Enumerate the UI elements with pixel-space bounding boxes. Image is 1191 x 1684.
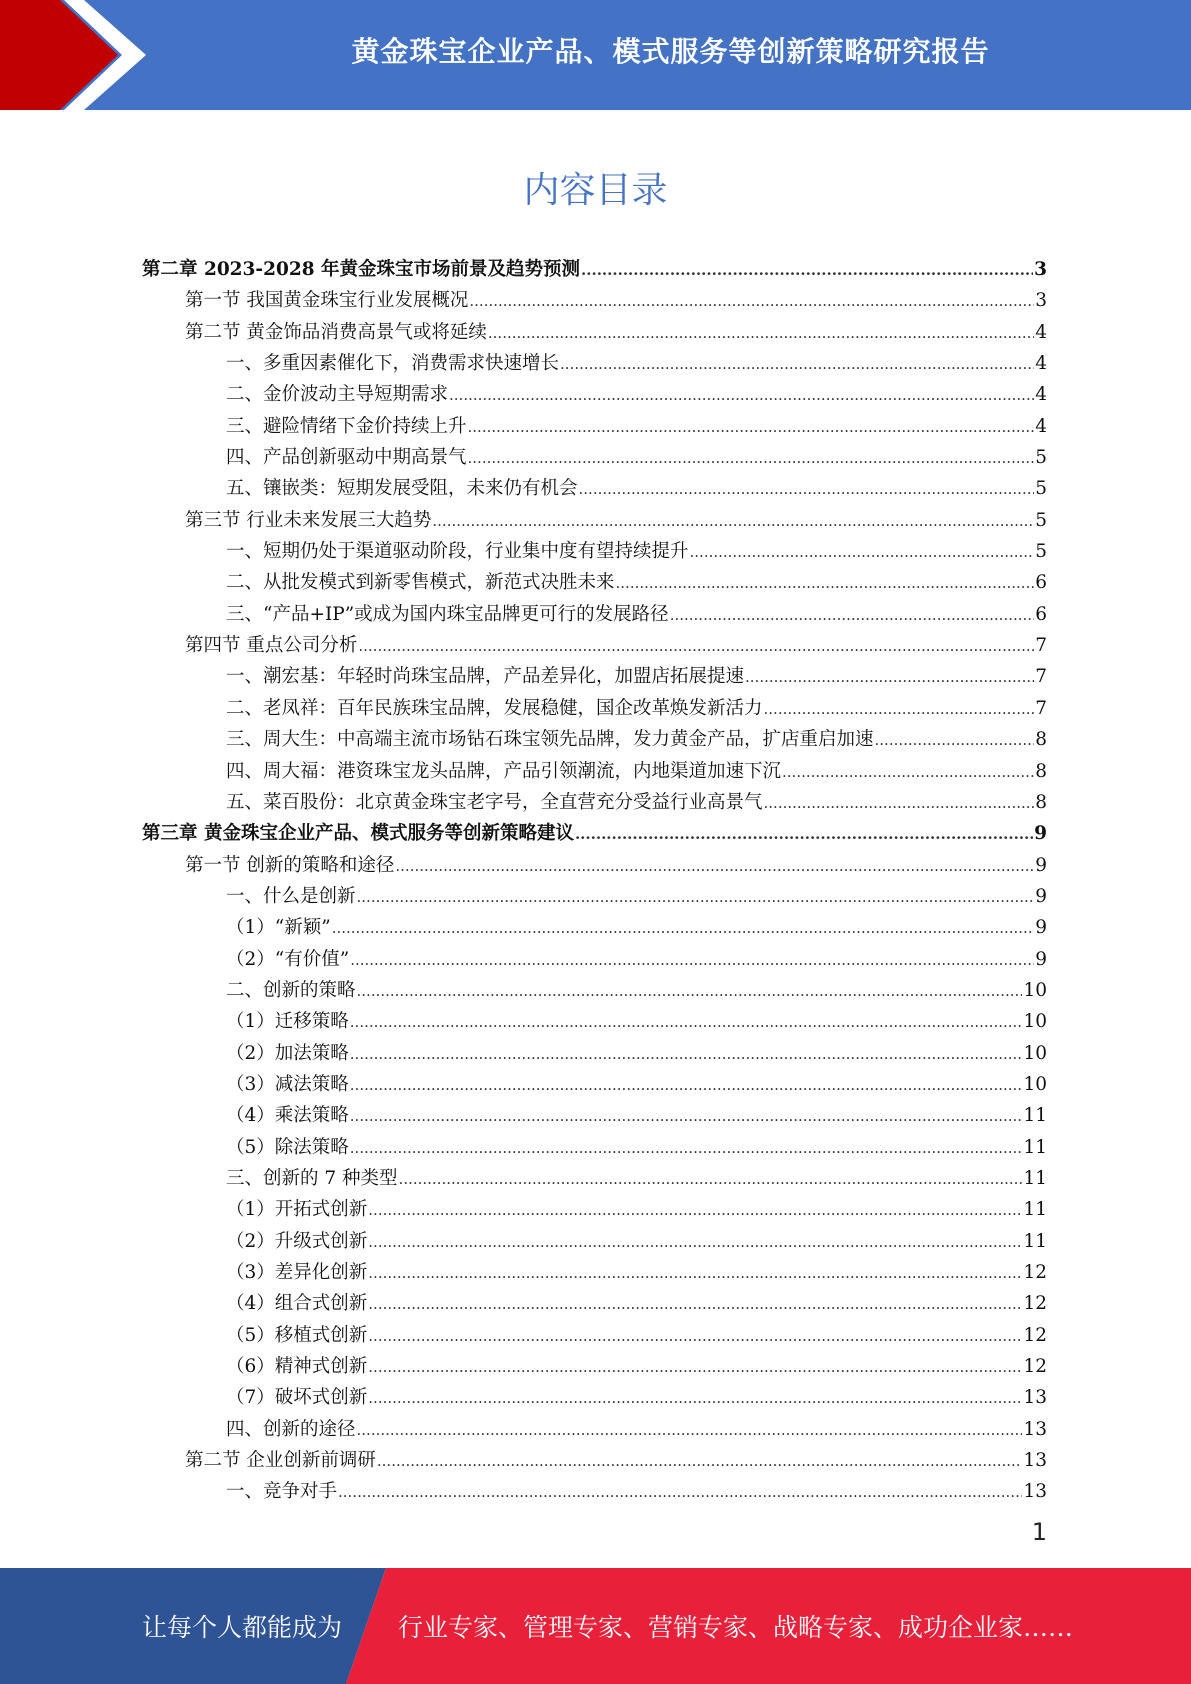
page-number: 1 [1031, 1518, 1047, 1546]
toc-entry-label: 二、金价波动主导短期需求 [226, 384, 449, 406]
toc-entry-label: （7）破坏式创新 [226, 1387, 368, 1409]
report-title: 黄金珠宝企业产品、模式服务等创新策略研究报告 [351, 35, 990, 68]
toc-dot-leader [399, 1164, 1023, 1195]
toc-dot-leader [350, 1039, 1023, 1070]
toc-dot-leader [395, 851, 1034, 882]
page-footer [0, 1568, 1191, 1684]
toc-entry[interactable] [142, 567, 1047, 598]
toc-entry[interactable] [142, 348, 1047, 379]
toc-dot-leader [357, 976, 1023, 1007]
toc-entry-page: 5 [1035, 509, 1047, 531]
toc-entry[interactable] [142, 818, 1047, 849]
toc-entry-page: 9 [1034, 823, 1047, 845]
toc-entry-page: 7 [1035, 635, 1047, 657]
toc-dot-leader [579, 474, 1035, 505]
toc-entry[interactable] [142, 1414, 1047, 1445]
toc-dot-leader [368, 1258, 1022, 1289]
toc-entry[interactable] [142, 442, 1047, 473]
toc-entry-page: 12 [1023, 1262, 1047, 1283]
toc-entry-label: 三、创新的 7 种类型 [226, 1167, 398, 1189]
toc-entry-label: （1）迁移策略 [226, 1011, 349, 1033]
toc-dot-leader [745, 662, 1034, 693]
toc-dot-leader [338, 1477, 1022, 1508]
toc-title: 内容目录 [523, 170, 668, 211]
toc-entry-label: 五、菜百股份：北京黄金珠宝老字号，全直营充分受益行业高景气 [226, 791, 763, 813]
toc-entry-label: （2）加法策略 [226, 1042, 349, 1064]
toc-entry-page: 6 [1035, 572, 1047, 594]
toc-dot-leader [377, 1446, 1023, 1477]
toc-entry-page: 3 [1034, 259, 1047, 280]
toc-entry-page: 3 [1035, 290, 1047, 312]
toc-entry[interactable] [142, 411, 1047, 442]
toc-entry-label: （1）“新颖” [226, 917, 331, 939]
toc-dot-leader [357, 882, 1035, 913]
toc-dot-leader [432, 506, 1034, 537]
toc-entry-label: 三、“产品+IP”或成为国内珠宝品牌更可行的发展路径 [226, 603, 669, 625]
toc-entry-page: 8 [1035, 791, 1047, 813]
toc-dot-leader [368, 1289, 1022, 1320]
toc-dot-leader [616, 568, 1035, 599]
toc-entry-page: 10 [1023, 1042, 1047, 1064]
toc-entry-page: 4 [1035, 415, 1047, 437]
toc-entry-label: 四、产品创新驱动中期高景气 [226, 447, 467, 469]
toc-entry-page: 11 [1023, 1105, 1047, 1127]
toc-dot-leader [449, 380, 1034, 411]
toc-entry[interactable] [142, 379, 1047, 410]
toc-entry-page: 9 [1035, 885, 1047, 907]
toc-dot-leader [350, 1007, 1023, 1038]
toc-entry-page: 11 [1023, 1136, 1047, 1158]
toc-entry[interactable] [142, 1038, 1047, 1069]
toc-entry[interactable] [142, 1382, 1047, 1413]
toc-entry-label: 一、短期仍处于渠道驱动阶段，行业集中度有望持续提升 [226, 541, 689, 563]
toc-entry[interactable] [142, 756, 1047, 787]
toc-entry[interactable] [142, 912, 1047, 943]
toc-entry[interactable] [142, 630, 1047, 661]
toc-entry[interactable] [142, 787, 1047, 818]
toc-entry[interactable] [142, 254, 1047, 285]
toc-entry-page: 10 [1023, 1011, 1047, 1033]
toc-dot-leader [560, 349, 1034, 380]
toc-entry[interactable] [142, 1100, 1047, 1131]
table-of-contents [142, 254, 1047, 1508]
toc-entry-page: 13 [1023, 1387, 1047, 1409]
toc-dot-leader [764, 788, 1035, 819]
toc-dot-leader [368, 1321, 1022, 1352]
toc-entry-label: （5）移植式创新 [226, 1324, 368, 1346]
toc-entry-label: 第一节 创新的策略和途径 [185, 854, 395, 876]
toc-entry[interactable] [142, 850, 1047, 881]
toc-entry[interactable] [142, 944, 1047, 975]
toc-dot-leader [358, 631, 1034, 662]
toc-entry-page: 5 [1035, 447, 1047, 469]
toc-dot-leader [368, 1195, 1022, 1226]
toc-dot-leader [581, 255, 1033, 286]
toc-entry[interactable] [142, 661, 1047, 692]
toc-dot-leader [488, 318, 1034, 349]
toc-entry-label: 二、从批发模式到新零售模式，新范式决胜未来 [226, 572, 615, 594]
toc-entry-label: 第二节 企业创新前调研 [185, 1450, 376, 1472]
toc-entry-label: 二、老凤祥：百年民族珠宝品牌，发展稳健，国企改革焕发新活力 [226, 697, 763, 719]
toc-entry-page: 9 [1035, 948, 1047, 970]
toc-dot-leader [350, 945, 1034, 976]
toc-dot-leader [575, 819, 1033, 850]
toc-entry-page: 11 [1023, 1199, 1047, 1221]
toc-entry[interactable] [142, 724, 1047, 755]
toc-dot-leader [368, 1227, 1022, 1258]
toc-entry[interactable] [142, 1069, 1047, 1100]
toc-entry[interactable] [142, 536, 1047, 567]
toc-entry-page: 9 [1035, 917, 1047, 939]
toc-entry[interactable] [142, 473, 1047, 504]
toc-entry-label: 三、避险情绪下金价持续上升 [226, 415, 467, 437]
toc-entry-label: 第三章 黄金珠宝企业产品、模式服务等创新策略建议 [142, 823, 574, 845]
toc-entry[interactable] [142, 505, 1047, 536]
toc-entry-page: 4 [1035, 321, 1047, 343]
toc-entry[interactable] [142, 881, 1047, 912]
toc-dot-leader [350, 1101, 1023, 1132]
toc-dot-leader [468, 412, 1035, 443]
toc-entry[interactable] [142, 317, 1047, 348]
toc-entry-page: 7 [1035, 697, 1047, 719]
toc-entry-label: （2）升级式创新 [226, 1230, 368, 1252]
toc-entry-page: 4 [1035, 353, 1047, 375]
toc-entry-page: 13 [1023, 1450, 1047, 1472]
toc-entry-label: 二、创新的策略 [226, 979, 356, 1001]
toc-entry[interactable] [142, 1226, 1047, 1257]
toc-dot-leader [368, 1352, 1022, 1383]
toc-entry-page: 12 [1023, 1324, 1047, 1346]
toc-entry-page: 12 [1023, 1356, 1047, 1378]
toc-entry-label: 一、多重因素催化下，消费需求快速增长 [226, 353, 560, 375]
toc-dot-leader [690, 537, 1035, 568]
toc-entry[interactable] [142, 599, 1047, 630]
toc-entry[interactable] [142, 1445, 1047, 1476]
footer-slogan-left: 让每个人都能成为 [142, 1613, 343, 1642]
toc-entry-label: 第一节 我国黄金珠宝行业发展概况 [185, 290, 469, 312]
toc-entry-page: 10 [1023, 979, 1047, 1001]
toc-entry-label: 三、周大生：中高端主流市场钻石珠宝领先品牌，发力黄金产品，扩店重启加速 [226, 729, 874, 751]
toc-entry-label: 一、什么是创新 [226, 885, 356, 907]
toc-entry-page: 11 [1023, 1230, 1047, 1252]
toc-entry[interactable] [142, 1132, 1047, 1163]
toc-entry[interactable] [142, 1476, 1047, 1507]
toc-entry-page: 5 [1035, 541, 1047, 563]
toc-dot-leader [368, 1383, 1022, 1414]
toc-entry-page: 7 [1035, 666, 1047, 688]
toc-dot-leader [782, 757, 1034, 788]
toc-entry-label: （4）组合式创新 [226, 1293, 368, 1315]
toc-entry[interactable] [142, 1320, 1047, 1351]
toc-entry[interactable] [142, 975, 1047, 1006]
toc-entry-label: （1）开拓式创新 [226, 1199, 368, 1221]
toc-entry-page: 12 [1023, 1293, 1047, 1315]
toc-entry-label: 第四节 重点公司分析 [185, 635, 358, 657]
page-header [0, 0, 1191, 110]
toc-entry[interactable] [142, 1257, 1047, 1288]
toc-entry-label: 四、周大福：港资珠宝龙头品牌，产品引领潮流，内地渠道加速下沉 [226, 760, 782, 782]
toc-entry-page: 4 [1035, 384, 1047, 406]
toc-entry-page: 5 [1035, 478, 1047, 500]
toc-dot-leader [670, 600, 1035, 631]
toc-entry-page: 13 [1023, 1418, 1047, 1440]
toc-entry-label: 五、镶嵌类：短期发展受阻，未来仍有机会 [226, 478, 578, 500]
toc-entry-label: （6）精神式创新 [226, 1356, 368, 1378]
toc-dot-leader [468, 443, 1035, 474]
toc-entry-label: （3）减法策略 [226, 1073, 349, 1095]
footer-slogan-right: 行业专家、管理专家、营销专家、战略专家、成功企业家…… [398, 1613, 1074, 1642]
toc-entry-label: 一、竞争对手 [226, 1481, 338, 1503]
toc-entry-page: 13 [1023, 1481, 1047, 1503]
toc-dot-leader [350, 1133, 1023, 1164]
toc-entry-label: 第二章 2023-2028 年黄金珠宝市场前景及趋势预测 [142, 259, 581, 280]
toc-entry[interactable] [142, 1194, 1047, 1225]
toc-entry-page: 10 [1023, 1073, 1047, 1095]
toc-dot-leader [332, 913, 1035, 944]
toc-entry-label: 第二节 黄金饰品消费高景气或将延续 [185, 321, 487, 343]
toc-entry-page: 6 [1035, 603, 1047, 625]
toc-entry-page: 11 [1023, 1167, 1047, 1189]
toc-entry[interactable] [142, 1288, 1047, 1319]
toc-entry-page: 8 [1035, 760, 1047, 782]
toc-entry[interactable] [142, 693, 1047, 724]
toc-entry-page: 9 [1035, 854, 1047, 876]
toc-entry[interactable] [142, 1006, 1047, 1037]
toc-entry-label: （5）除法策略 [226, 1136, 349, 1158]
toc-dot-leader [764, 694, 1035, 725]
toc-entry-label: 一、潮宏基：年轻时尚珠宝品牌，产品差异化，加盟店拓展提速 [226, 666, 745, 688]
toc-entry-page: 8 [1035, 729, 1047, 751]
toc-entry-label: （4）乘法策略 [226, 1105, 349, 1127]
toc-entry-label: 第三节 行业未来发展三大趋势 [185, 509, 432, 531]
toc-entry[interactable] [142, 1351, 1047, 1382]
toc-entry-label: （2）“有价值” [226, 948, 350, 970]
toc-dot-leader [357, 1415, 1023, 1446]
toc-entry[interactable] [142, 285, 1047, 316]
toc-entry-label: 四、创新的途径 [226, 1418, 356, 1440]
toc-entry-label: （3）差异化创新 [226, 1262, 368, 1283]
toc-dot-leader [350, 1070, 1023, 1101]
toc-dot-leader [469, 286, 1034, 317]
toc-entry[interactable] [142, 1163, 1047, 1194]
toc-dot-leader [875, 725, 1035, 756]
red-arrow-decoration [0, 0, 160, 110]
